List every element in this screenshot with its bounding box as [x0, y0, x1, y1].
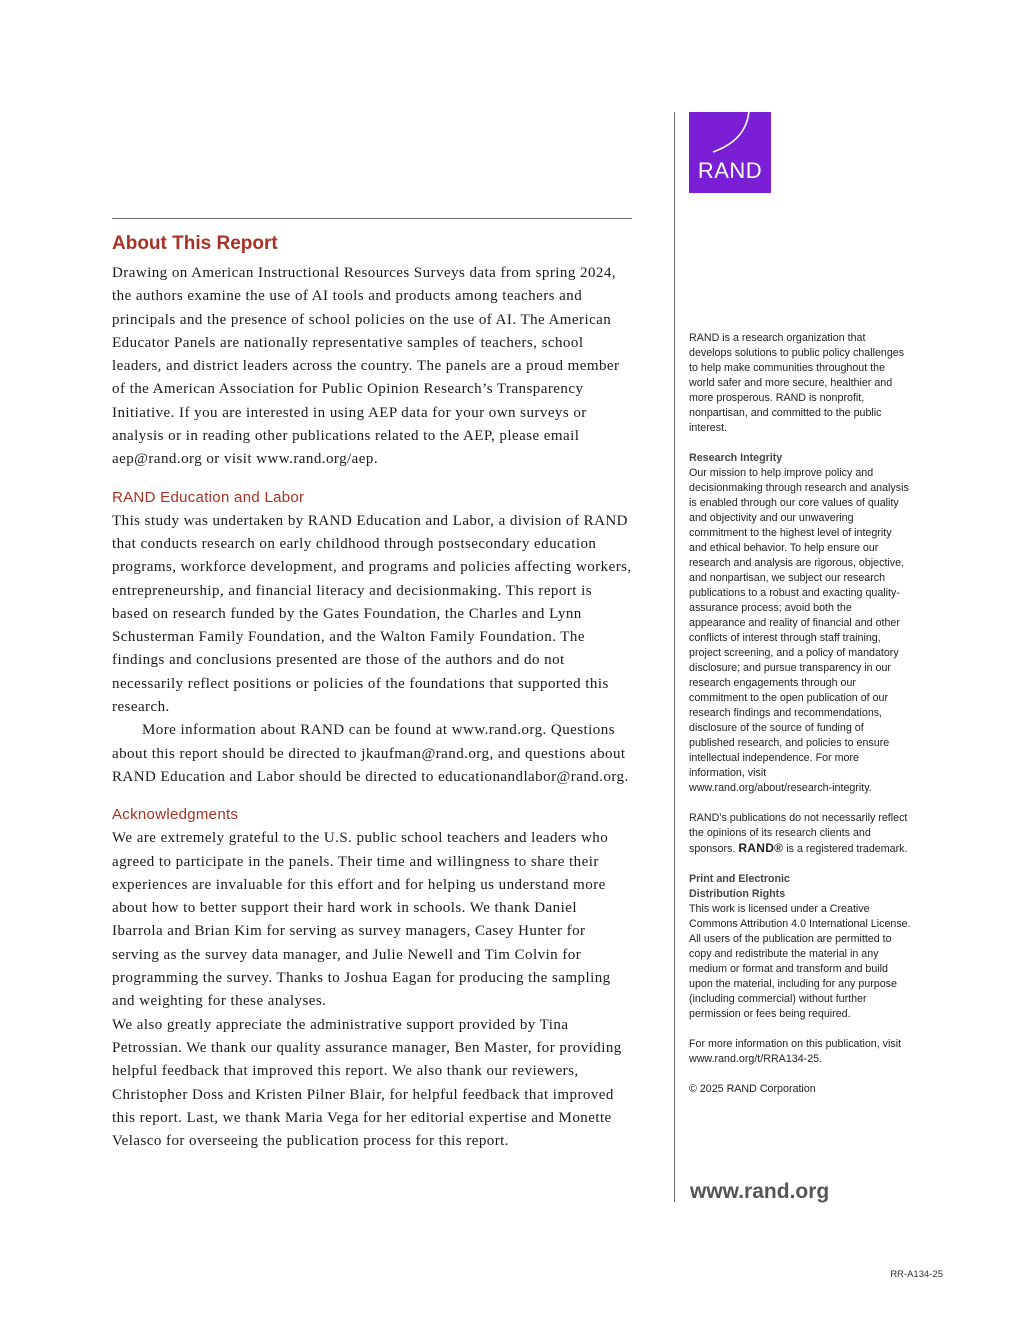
rights-heading-line-1: Print and Electronic — [689, 873, 790, 885]
trademark-note — [689, 811, 911, 857]
trademark-mark: RAND® — [738, 841, 784, 855]
education-heading: RAND Education and Labor — [112, 488, 305, 506]
acknowledgments-body: We are extremely grateful to the U.S. public school teachers and leaders who agreed to participate in the panels. Their time and willingness to share their experiences are invaluable for this effort and for helping us understand more about how to better support their hard work in schools. We thank Daniel Ibarrola and Brian Kim for serving as survey managers, Casey Hunter for serving as the survey data manager, and Julie Newell and Tim Colvin for programming the survey. Thanks to Joshua Eagan for producing the sampling and weighting for these analyses. — [112, 830, 611, 1010]
main-column — [112, 218, 632, 1153]
logo-text: RAND — [697, 158, 763, 183]
trademark-text-after: is a registered trademark. — [783, 843, 908, 855]
integrity-heading: Research Integrity — [689, 452, 783, 464]
sidebar — [689, 331, 911, 1112]
education-contact: More information about RAND can be found at www.rand.org. Questions about this report should be directed to jkaufman@rand.org, and questions about RAND Education and Labor should be directed to educationandlabor@rand.org. — [112, 722, 629, 785]
more-info: For more information on this publication, visit www.rand.org/t/RRA134-25. — [689, 1038, 902, 1065]
column-divider — [674, 112, 675, 1202]
education-body: This study was undertaken by RAND Education and Labor, a division of RAND that conducts research on early childhood through postsecondary education programs, workforce development, and programs and policies affecting workers, entrepreneurship, and financial literacy and decisionmaking. This report is based on research funded by the Gates Foundation, the Charles and Lynn Schusterman Family Foundation, and the Walton Family Foundation. The findings and conclusions presented are those of the authors and do not necessarily reflect positions or policies of the foundations that supported this research. — [112, 512, 632, 716]
integrity-body: Our mission to help improve policy and decisionmaking through research and analysis is enabled through our core values of quality and objectivity and our unwavering commitment to the highest level of integrity and ethical behavior. To help ensure our research and analysis are rigorous, objective, and nonpartisan, we subject our research publications to a robust and exacting quality-assurance process; avoid both the appearance and reality of financial and other conflicts of interest through staff training, project screening, and a policy of mandatory disclosure; and pursue transparency in our research engagements through our commitment to the open publication of our research findings and recommendations, disclosure of the source of funding of published research, and policies to ensure intellectual independence. For more information, visit www.rand.org/about/research-integrity. — [689, 467, 909, 794]
acknowledgments-heading: Acknowledgments — [112, 806, 239, 824]
rights-heading-line-2: Distribution Rights — [689, 888, 786, 900]
about-body: Drawing on American Instructional Resources Surveys data from spring 2024, the authors examine the use of AI tools and products among teachers and principals and the presence of school policies on the use of AI. The American Educator Panels are nationally representative samples of teachers, school leaders, and district leaders across the country. The panels are a proud member of the American Association for Public Opinion Research’s Transparency Initiative. If you are interested in using AEP data for your own surveys or analysis or in reading other publications related to the AEP, please email aep@rand.org or visit www.rand.org/aep. — [112, 265, 620, 468]
sidebar-intro: RAND is a research organization that develops solutions to public policy challenges to help make communities throughout the world safer and more secure, healthier and more prosperous. RAND is nonprofit, nonpartisan, and committed to the public interest. — [689, 332, 905, 434]
report-code: RR-A134-25 — [890, 1269, 943, 1280]
rights-body: This work is licensed under a Creative Commons Attribution 4.0 International License. All users of the publication are permitted to copy and redistribute the material in any medium or format and transform and build upon the material, including for any purpose (including commercial) without further permission or fees being required. — [689, 903, 911, 1020]
rand-logo — [689, 112, 771, 193]
trademark-text-before: RAND’s publications do not necessarily reflect the opinions of its research clients and sponsors. — [689, 812, 908, 855]
website-link[interactable]: www.rand.org — [690, 1180, 830, 1203]
acknowledgments-body-2: We also greatly appreciate the administrative support provided by Tina Petrossian. We thank our quality assurance manager, Ben Master, for providing helpful feedback that improved this report. We also thank our reviewers, Christopher Doss and Kristen Pilner Blair, for helpful feedback that improved this report. Last, we thank Maria Vega for her editorial expertise and Monette Velasco for overseeing the publication process for this report. — [112, 1016, 622, 1150]
about-heading: About This Report — [112, 233, 278, 254]
copyright: © 2025 RAND Corporation — [689, 1083, 816, 1095]
top-rule — [112, 218, 632, 219]
